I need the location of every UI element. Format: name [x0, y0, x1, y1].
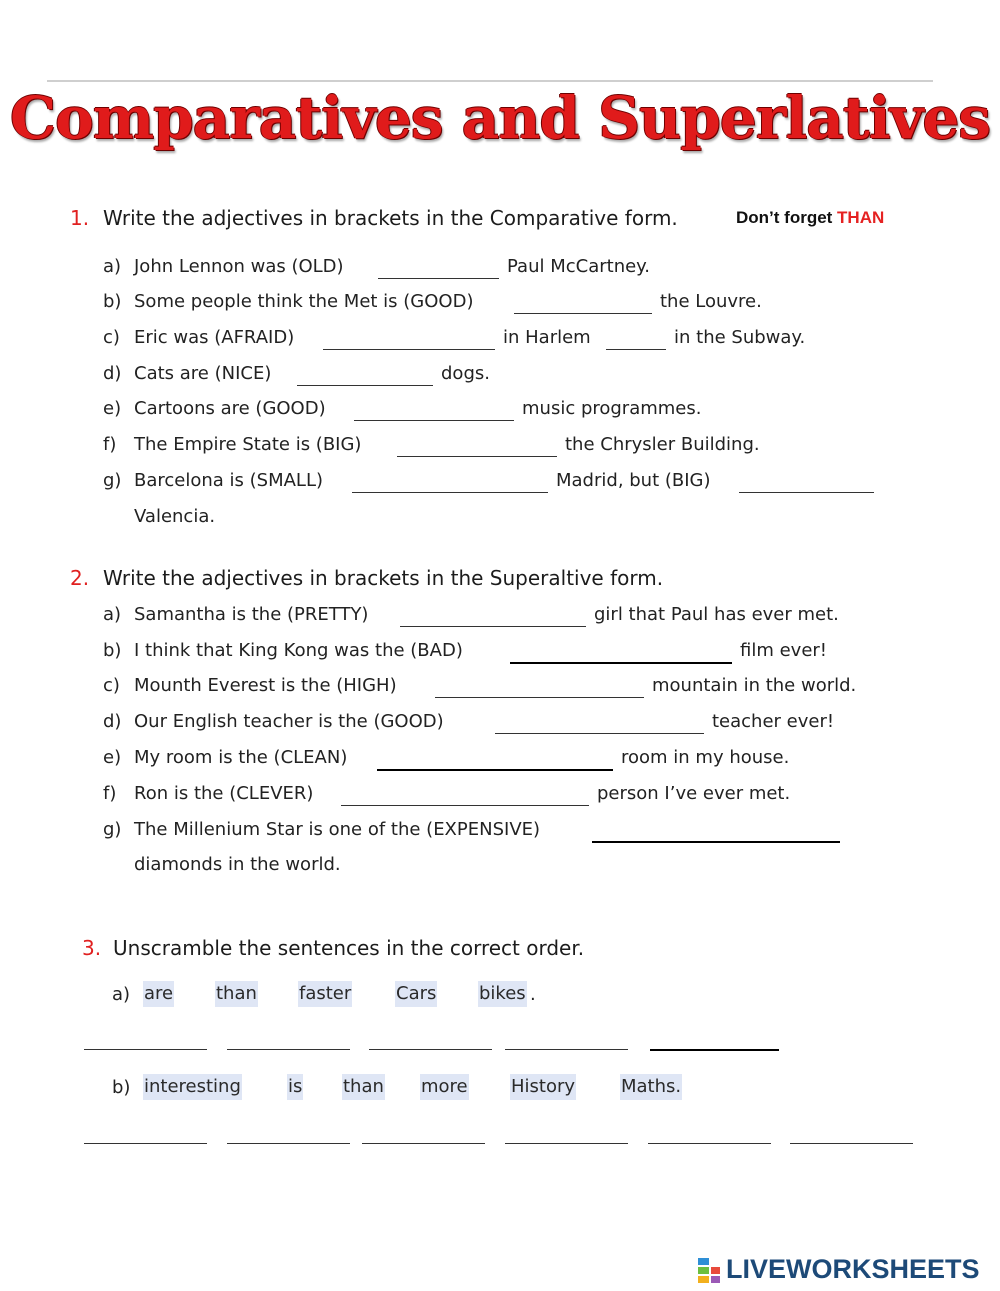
- item-text: music programmes.: [522, 398, 702, 419]
- item-text: Ron is the (CLEVER): [134, 783, 314, 804]
- answer-blank-1b[interactable]: [514, 291, 652, 314]
- drop-slot-3b-3[interactable]: [362, 1121, 485, 1144]
- answer-blank-2g[interactable]: [592, 819, 840, 843]
- item-text: Valencia.: [134, 506, 216, 527]
- item-label: a): [103, 256, 122, 277]
- word-tile[interactable]: are: [143, 981, 174, 1007]
- item-text: The Empire State is (BIG): [134, 434, 362, 455]
- answer-blank-1g-1[interactable]: [352, 470, 548, 493]
- item-label: b): [112, 1077, 131, 1098]
- item-text: girl that Paul has ever met.: [594, 604, 839, 625]
- item-label: c): [103, 675, 120, 696]
- drop-slot-3a-1[interactable]: [84, 1027, 207, 1050]
- drop-slot-3a-5[interactable]: [650, 1027, 779, 1051]
- drop-slot-3b-6[interactable]: [790, 1121, 913, 1144]
- item-text: The Millenium Star is one of the (EXPENSIVE): [134, 819, 541, 840]
- item-text: Some people think the Met is (GOOD): [134, 291, 474, 312]
- answer-blank-1a[interactable]: [378, 256, 499, 279]
- item-text: Madrid, but (BIG): [556, 470, 711, 491]
- item-text: Cartoons are (GOOD): [134, 398, 326, 419]
- item-text: diamonds in the world.: [134, 854, 341, 875]
- liveworksheets-brand: LIVEWORKSHEETS: [726, 1254, 980, 1284]
- item-text: in Harlem: [503, 327, 591, 348]
- word-tile[interactable]: Maths.: [620, 1074, 682, 1100]
- section3-instruction: Unscramble the sentences in the correct order.: [113, 936, 585, 960]
- word-tile[interactable]: than: [215, 981, 258, 1007]
- item-text: film ever!: [740, 640, 828, 661]
- item-text: Our English teacher is the (GOOD): [134, 711, 444, 732]
- answer-blank-2a[interactable]: [400, 604, 586, 627]
- item-text: John Lennon was (OLD): [134, 256, 344, 277]
- word-tile[interactable]: is: [287, 1074, 303, 1100]
- item-label: d): [103, 363, 122, 384]
- liveworksheets-logo-icon: [698, 1258, 722, 1284]
- item-text: the Chrysler Building.: [565, 434, 760, 455]
- item-text: teacher ever!: [712, 711, 835, 732]
- drop-slot-3b-5[interactable]: [648, 1121, 771, 1144]
- item-label: e): [103, 398, 122, 419]
- answer-blank-2b[interactable]: [510, 640, 732, 664]
- drop-slot-3a-2[interactable]: [227, 1027, 350, 1050]
- drop-slot-3a-4[interactable]: [505, 1027, 628, 1050]
- item-text: Paul McCartney.: [507, 256, 650, 277]
- item-label: b): [103, 291, 122, 312]
- answer-blank-2c[interactable]: [435, 675, 644, 698]
- drop-slot-3b-4[interactable]: [505, 1121, 628, 1144]
- answer-blank-2f[interactable]: [341, 783, 589, 806]
- answer-blank-2d[interactable]: [495, 711, 704, 734]
- item-label: a): [103, 604, 122, 625]
- item-label: g): [103, 819, 122, 840]
- answer-blank-1g-2[interactable]: [739, 470, 874, 493]
- section1-note: [736, 208, 884, 228]
- section2-number: 2.: [70, 566, 90, 590]
- item-label: a): [112, 984, 131, 1005]
- item-text: I think that King Kong was the (BAD): [134, 640, 463, 661]
- sentence-period: .: [530, 984, 536, 1005]
- word-tile[interactable]: more: [420, 1074, 469, 1100]
- word-tile[interactable]: Cars: [395, 981, 437, 1007]
- word-tile[interactable]: faster: [298, 981, 352, 1007]
- item-text: person I’ve ever met.: [597, 783, 791, 804]
- item-text: Barcelona is (SMALL): [134, 470, 323, 491]
- word-tile[interactable]: than: [342, 1074, 385, 1100]
- top-divider: [47, 80, 933, 82]
- item-text: Cats are (NICE): [134, 363, 272, 384]
- word-tile[interactable]: interesting: [143, 1074, 242, 1100]
- section2-instruction: Write the adjectives in brackets in the Superaltive form.: [103, 566, 664, 590]
- item-label: e): [103, 747, 122, 768]
- section3-number: 3.: [82, 936, 102, 960]
- drop-slot-3b-2[interactable]: [227, 1121, 350, 1144]
- item-text: mountain in the world.: [652, 675, 857, 696]
- item-text: My room is the (CLEAN): [134, 747, 348, 768]
- note-keyword: THAN: [837, 208, 885, 227]
- drop-slot-3b-1[interactable]: [84, 1121, 207, 1144]
- item-text: the Louvre.: [660, 291, 762, 312]
- answer-blank-2e[interactable]: [377, 747, 613, 771]
- drop-slot-3a-3[interactable]: [369, 1027, 492, 1050]
- item-text: Eric was (AFRAID): [134, 327, 295, 348]
- answer-blank-1c-2[interactable]: [606, 327, 666, 350]
- item-label: f): [103, 783, 117, 804]
- section1-instruction: Write the adjectives in brackets in the Comparative form.: [103, 206, 678, 230]
- answer-blank-1e[interactable]: [354, 398, 514, 421]
- item-text: dogs.: [441, 363, 490, 384]
- section1-number: 1.: [70, 206, 90, 230]
- item-label: d): [103, 711, 122, 732]
- item-text: room in my house.: [621, 747, 790, 768]
- page-title: Comparatives and Superlatives: [9, 84, 991, 152]
- word-tile[interactable]: bikes: [478, 981, 527, 1007]
- item-label: f): [103, 434, 117, 455]
- item-label: b): [103, 640, 122, 661]
- item-text: in the Subway.: [674, 327, 806, 348]
- item-label: c): [103, 327, 120, 348]
- answer-blank-1d[interactable]: [297, 363, 433, 386]
- item-label: g): [103, 470, 122, 491]
- answer-blank-1f[interactable]: [397, 434, 557, 457]
- item-text: Mounth Everest is the (HIGH): [134, 675, 397, 696]
- word-tile[interactable]: History: [510, 1074, 576, 1100]
- note-prefix: Don’t forget: [736, 208, 838, 227]
- answer-blank-1c-1[interactable]: [323, 327, 495, 350]
- item-text: Samantha is the (PRETTY): [134, 604, 369, 625]
